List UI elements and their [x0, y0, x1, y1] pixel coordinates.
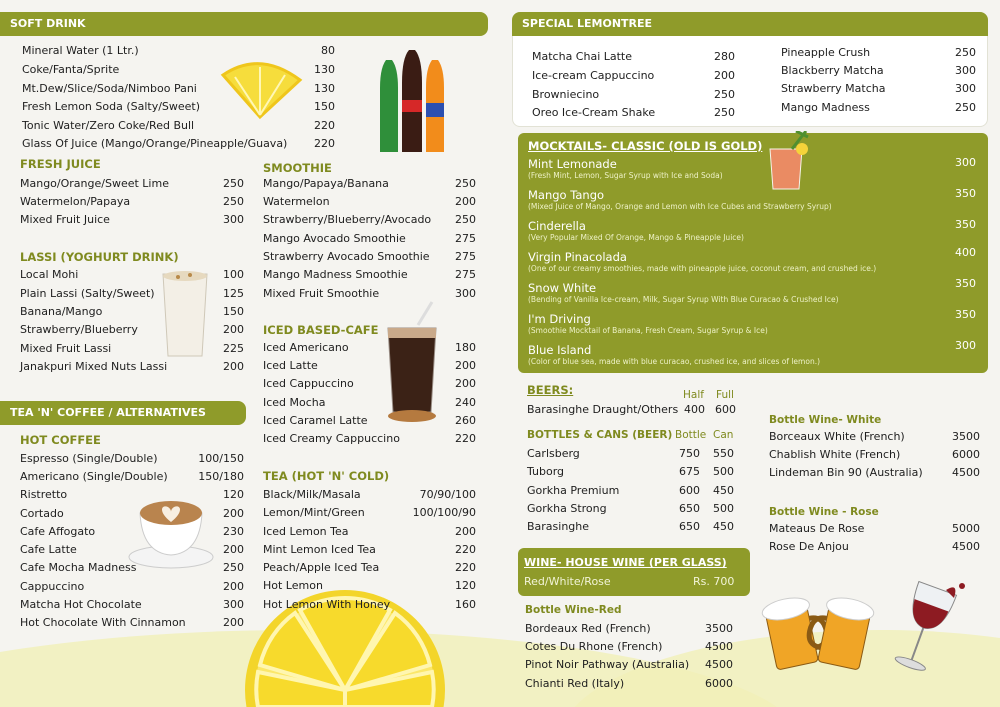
house-wine-card	[518, 548, 750, 596]
list-item: Mango/Papaya/Banana 250	[263, 177, 476, 190]
list-item: Tonic Water/Zero Coke/Red Bull 220	[22, 119, 335, 132]
list-item: Pinot Noir Pathway (Australia) 4500	[525, 658, 733, 671]
list-item: Cafe Affogato 230	[20, 525, 244, 538]
mocktail-item: Cinderella (Very Popular Mixed Of Orange, Mango & Pineapple Juice) 350	[528, 218, 976, 242]
list-item: Borceaux White (French) 3500	[769, 430, 980, 443]
list-item: Janakpuri Mixed Nuts Lassi 200	[20, 360, 244, 373]
soft-drink-header: SOFT DRINK	[0, 12, 488, 36]
mocktails-card	[518, 133, 988, 373]
list-item: Barasinghe Draught/Others 400 600	[527, 403, 736, 416]
iced-cafe-header: ICED BASED-CAFE	[263, 323, 379, 337]
list-item: Mango Avocado Smoothie 275	[263, 232, 476, 245]
list-item: Matcha Hot Chocolate 300	[20, 598, 244, 611]
list-item: Americano (Single/Double) 150/180	[20, 470, 244, 483]
special-header: SPECIAL LEMONTREE	[512, 12, 988, 36]
list-item: Mint Lemon Iced Tea 220	[263, 543, 476, 556]
lemon-wedge-icon	[215, 55, 305, 125]
mocktails-header: MOCKTAILS- CLASSIC (OLD IS GOLD)	[528, 139, 763, 153]
can-label: Can	[713, 429, 734, 441]
list-item: Mango Madness 250	[781, 101, 976, 114]
list-item: Cappuccino 200	[20, 580, 244, 593]
bottle-label: Bottle	[675, 429, 707, 441]
tea-header: TEA (HOT 'N' COLD)	[263, 469, 390, 483]
list-item: Mateaus De Rose 5000	[769, 522, 980, 535]
bottles-header: BOTTLES & CANS (BEER)	[527, 429, 673, 441]
list-item: Oreo Ice-Cream Shake 250	[532, 106, 735, 119]
list-item: Iced Cappuccino 200	[263, 377, 476, 390]
mocktail-item: Snow White (Bending of Vanilla Ice-cream, Milk, Sugar Syrup With Blue Curacao & Crushed Ice) 350	[528, 277, 976, 304]
list-item: Local Mohi 100	[20, 268, 244, 281]
list-item: Iced Mocha 240	[263, 396, 476, 409]
half-label: Half	[683, 389, 704, 401]
list-item: Mango/Orange/Sweet Lime 250	[20, 177, 244, 190]
mocktail-item: Virgin Pinacolada (One of our creamy smoothies, made with pineapple juice, coconut cream, and crushed ice.) 400	[528, 246, 976, 273]
beer-mugs-icon	[758, 588, 878, 673]
list-item: Mango Madness Smoothie 275	[263, 268, 476, 281]
list-item: Watermelon/Papaya 250	[20, 195, 244, 208]
list-item: Rose De Anjou 4500	[769, 540, 980, 553]
list-item: Peach/Apple Iced Tea 220	[263, 561, 476, 574]
wine-white-header: Bottle Wine- White	[769, 414, 882, 426]
list-item: Bordeaux Red (French) 3500	[525, 622, 733, 635]
list-item: Cotes Du Rhone (French) 4500	[525, 640, 733, 653]
tea-coffee-header: TEA 'N' COFFEE / ALTERNATIVES	[0, 401, 246, 425]
list-item: Barasinghe 650 450	[527, 520, 734, 533]
list-item: Browniecino 250	[532, 88, 735, 101]
list-item: Iced Lemon Tea 200	[263, 525, 476, 538]
list-item: Chianti Red (Italy) 6000	[525, 677, 733, 690]
list-item: Pineapple Crush 250	[781, 46, 976, 59]
list-item: Tuborg 675 500	[527, 465, 734, 478]
list-item: Banana/Mango 150	[20, 305, 244, 318]
list-item: Plain Lassi (Salty/Sweet) 125	[20, 287, 244, 300]
soda-bottles-icon	[372, 48, 452, 156]
list-item: Gorkha Strong 650 500	[527, 502, 734, 515]
list-item: Hot Chocolate With Cinnamon 200	[20, 616, 244, 629]
list-item: Fresh Lemon Soda (Salty/Sweet) 150	[22, 100, 335, 113]
list-item: Mt.Dew/Slice/Soda/Nimboo Pani 130	[22, 82, 335, 95]
list-item: Strawberry/Blueberry/Avocado 250	[263, 213, 476, 226]
mocktail-item: Mango Tango (Mixed Juice of Mango, Orange and Lemon with Ice Cubes and Strawberry Syrup) 350	[528, 187, 976, 211]
list-item: Hot Lemon With Honey 160	[263, 598, 476, 611]
iced-coffee-icon	[384, 300, 440, 425]
list-item: Chablish White (French) 6000	[769, 448, 980, 461]
list-item: Strawberry Avocado Smoothie 275	[263, 250, 476, 263]
house-wine-price: Rs. 700	[693, 575, 735, 588]
list-item: Matcha Chai Latte 280	[532, 50, 735, 63]
mocktail-item: Blue Island (Color of blue sea, made with blue curacao, crushed ice, and slices of lemon.) 300	[528, 339, 976, 366]
list-item: Iced Creamy Cappuccino 220	[263, 432, 476, 445]
list-item: Gorkha Premium 600 450	[527, 484, 734, 497]
list-item: Hot Lemon 120	[263, 579, 476, 592]
list-item: Strawberry Matcha 300	[781, 82, 976, 95]
fresh-juice-header: FRESH JUICE	[20, 157, 101, 171]
list-item: Iced Americano 180	[263, 341, 476, 354]
list-item: Cafe Latte 200	[20, 543, 244, 556]
house-wine-header: WINE- HOUSE WINE (PER GLASS)	[524, 556, 727, 569]
list-item: Espresso (Single/Double) 100/150	[20, 452, 244, 465]
list-item: Blackberry Matcha 300	[781, 64, 976, 77]
house-wine-item: Red/White/Rose	[524, 575, 611, 588]
list-item: Glass Of Juice (Mango/Orange/Pineapple/Guava) 220	[22, 137, 335, 150]
mocktail-item: Mint Lemonade (Fresh Mint, Lemon, Sugar Syrup with Ice and Soda) 300	[528, 156, 976, 180]
list-item: Iced Latte 200	[263, 359, 476, 372]
list-item: Mixed Fruit Lassi 225	[20, 342, 244, 355]
wine-red-header: Bottle Wine-Red	[525, 604, 622, 616]
full-label: Full	[716, 389, 734, 401]
list-item: Mixed Fruit Smoothie 300	[263, 287, 476, 300]
list-item: Mineral Water (1 Ltr.) 80	[22, 44, 335, 57]
latte-cup-icon	[128, 495, 214, 571]
list-item: Ristretto 120	[20, 488, 244, 501]
beers-header: BEERS:	[527, 383, 574, 397]
list-item: Mixed Fruit Juice 300	[20, 213, 244, 226]
list-item: Watermelon 200	[263, 195, 476, 208]
lassi-header: LASSI (YOGHURT DRINK)	[20, 250, 179, 264]
list-item: Black/Milk/Masala 70/90/100	[263, 488, 476, 501]
list-item: Carlsberg 750 550	[527, 447, 734, 460]
smoothie-header: SMOOTHIE	[263, 161, 332, 175]
lassi-glass-icon	[160, 268, 210, 360]
list-item: Lindeman Bin 90 (Australia) 4500	[769, 466, 980, 479]
list-item: Ice-cream Cappuccino 200	[532, 69, 735, 82]
hot-coffee-header: HOT COFFEE	[20, 433, 101, 447]
list-item: Iced Caramel Latte 260	[263, 414, 476, 427]
wine-rose-header: Bottle Wine - Rose	[769, 506, 879, 518]
list-item: Strawberry/Blueberry 200	[20, 323, 244, 336]
mocktail-item: I'm Driving (Smoothie Mocktail of Banana, Fresh Cream, Sugar Syrup & Ice) 350	[528, 308, 976, 335]
list-item: Cafe Mocha Madness 250	[20, 561, 244, 574]
list-item: Coke/Fanta/Sprite 130	[22, 63, 335, 76]
list-item: Cortado 200	[20, 507, 244, 520]
list-item: Lemon/Mint/Green 100/100/90	[263, 506, 476, 519]
wine-glass-icon	[884, 576, 974, 676]
